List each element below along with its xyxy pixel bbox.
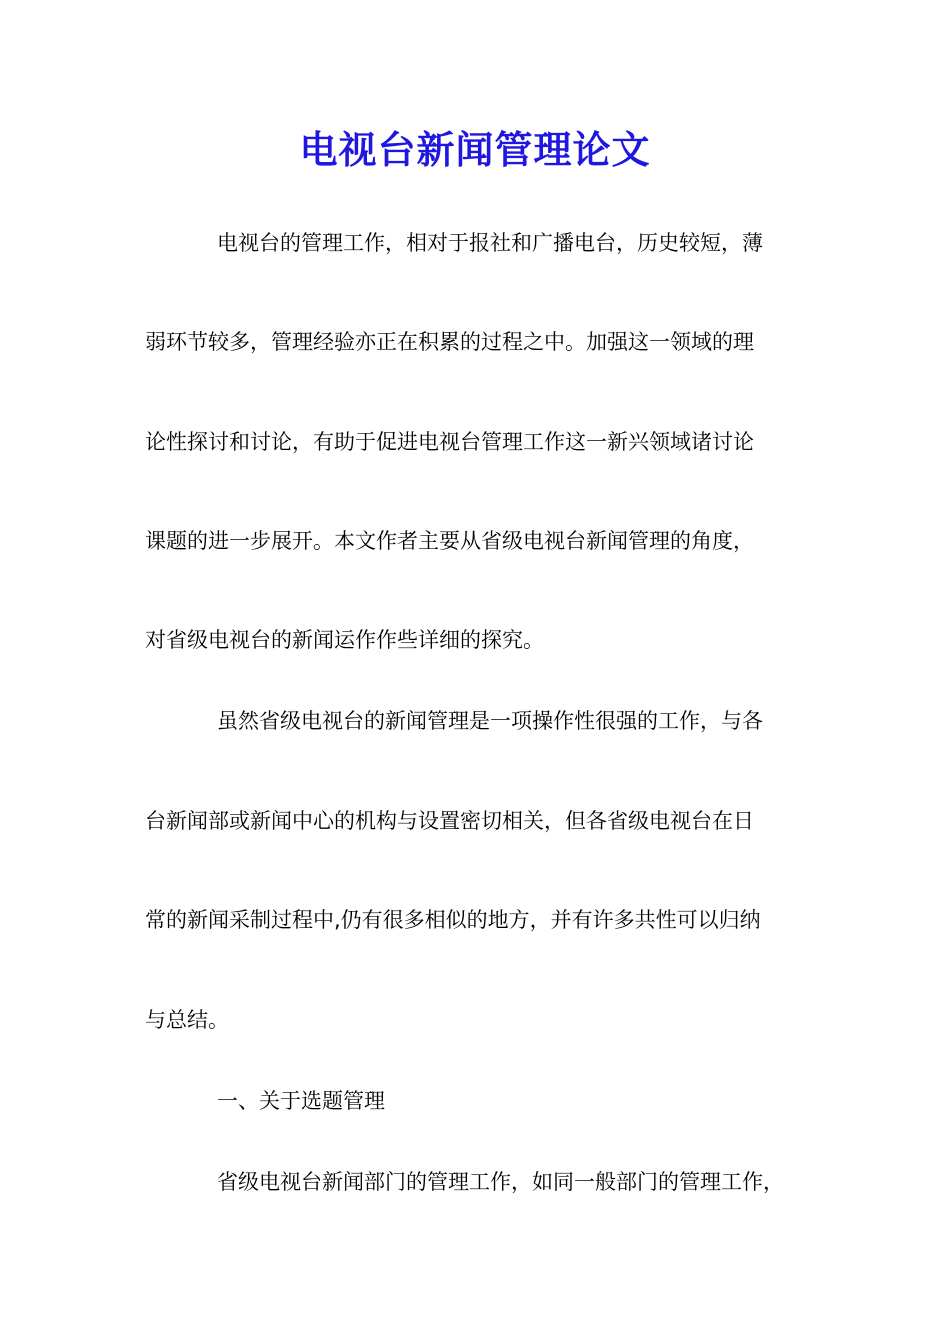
paragraph-line: 台新闻部或新闻中心的机构与设置密切相关，但各省级电视台在日: [145, 809, 754, 833]
paragraph-line: 电视台的管理工作，相对于报社和广播电台，历史较短，薄: [217, 231, 763, 255]
document-title: 电视台新闻管理论文: [299, 127, 651, 172]
paragraph-line: 对省级电视台的新闻运作作些详细的探究。: [145, 628, 544, 652]
paragraph-line: 课题的进一步展开。本文作者主要从省级电视台新闻管理的角度，: [145, 529, 754, 553]
paragraph-line: 论性探讨和讨论，有助于促进电视台管理工作这一新兴领域诸讨论: [145, 430, 754, 454]
paragraph-line: 与总结。: [145, 1008, 229, 1032]
paragraph-line: 常的新闻采制过程中,仍有很多相似的地方，并有许多共性可以归纳: [145, 908, 761, 932]
paragraph-line: 虽然省级电视台的新闻管理是一项操作性很强的工作，与各: [217, 709, 763, 733]
section-heading: 一、关于选题管理: [217, 1089, 385, 1113]
paragraph-line: 弱环节较多，管理经验亦正在积累的过程之中。加强这一领域的理: [145, 330, 754, 354]
paragraph-line: 省级电视台新闻部门的管理工作，如同一般部门的管理工作，: [217, 1170, 784, 1194]
